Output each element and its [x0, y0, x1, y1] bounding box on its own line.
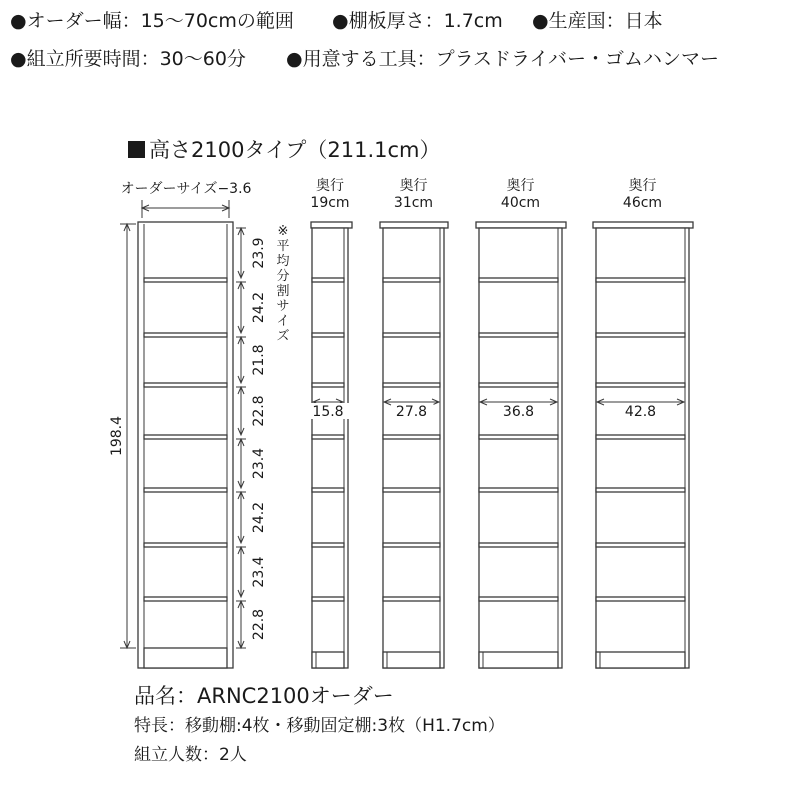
- side-body: [383, 228, 444, 668]
- side-shelf-board: [312, 488, 344, 492]
- side-shelf-board: [596, 543, 685, 547]
- side-base: [312, 652, 344, 668]
- front-width-label: オーダーサイズ−3.6: [120, 181, 252, 197]
- spec-order-width: ●オーダー幅：15〜70cmの範囲: [10, 10, 294, 32]
- front-shelf-board: [144, 543, 227, 547]
- front-view: [109, 181, 290, 668]
- side-shelf-board: [596, 435, 685, 439]
- side-views: [308, 177, 693, 668]
- side-shelf-board: [596, 488, 685, 492]
- side-top-cap: [476, 222, 566, 228]
- note-char: サ: [276, 299, 290, 314]
- side-shelf-board: [383, 597, 440, 601]
- gap-label: 24.2: [251, 291, 267, 324]
- depth-label: 奥行: [399, 178, 428, 194]
- side-shelf-board: [312, 435, 344, 439]
- front-width-arrow: [142, 205, 229, 211]
- side-view-1: [308, 177, 352, 668]
- side-shelf-board: [596, 383, 685, 387]
- side-depth-label: 42.8: [624, 404, 657, 420]
- side-depth-label: 15.8: [312, 404, 344, 420]
- gap-arrow: [238, 282, 244, 333]
- side-view-2: [380, 177, 448, 668]
- gap-arrow: [238, 439, 244, 488]
- gap-arrow: [238, 228, 244, 278]
- side-top-cap: [311, 222, 352, 228]
- front-base-kick: [144, 648, 227, 668]
- depth-label: 奥行: [628, 178, 657, 194]
- note-char: ※: [277, 224, 289, 239]
- gap-label: 22.8: [251, 608, 267, 641]
- gap-label: 23.9: [251, 237, 267, 269]
- side-base: [383, 652, 440, 668]
- side-shelf-board: [383, 488, 440, 492]
- product-name: 品名：ARNC2100オーダー: [134, 684, 394, 708]
- side-shelf-board: [312, 278, 344, 282]
- depth-label: 奥行: [316, 178, 344, 194]
- side-shelf-board: [383, 435, 440, 439]
- side-top-cap: [380, 222, 448, 228]
- note-char: 分: [276, 269, 290, 284]
- side-body: [312, 228, 348, 668]
- side-shelf-board: [383, 278, 440, 282]
- gap-label: 23.4: [251, 447, 267, 480]
- gap-arrow: [238, 387, 244, 435]
- gap-label: 21.8: [251, 344, 267, 376]
- side-shelf-board: [312, 543, 344, 547]
- depth-value: 46cm: [622, 195, 663, 211]
- gap-arrow: [238, 337, 244, 383]
- spec-assembly-time: ●組立所要時間：30〜60分: [10, 48, 246, 70]
- side-shelf-board: [383, 543, 440, 547]
- gap-arrow: [238, 547, 244, 597]
- front-shelf-board: [144, 435, 227, 439]
- side-shelf-board: [312, 597, 344, 601]
- side-base: [479, 652, 558, 668]
- side-shelf-board: [479, 278, 558, 282]
- side-base: [596, 652, 685, 668]
- gap-label: 22.8: [251, 395, 267, 427]
- side-shelf-board: [596, 278, 685, 282]
- depth-label: 奥行: [506, 178, 535, 194]
- front-shelf-board: [144, 488, 227, 492]
- side-view-4: [593, 177, 693, 668]
- front-shelf-board: [144, 333, 227, 337]
- gap-arrow: [238, 492, 244, 543]
- side-shelf-board: [479, 488, 558, 492]
- side-shelf-board: [479, 435, 558, 439]
- side-shelf-board: [479, 333, 558, 337]
- gap-label: 23.4: [251, 556, 267, 588]
- note-char: イ: [276, 314, 290, 329]
- side-shelf-board: [312, 333, 344, 337]
- side-depth-label: 27.8: [395, 404, 428, 420]
- side-shelf-board: [383, 383, 440, 387]
- spec-tools: ●用意する工具：プラスドライバー・ゴムハンマー: [286, 48, 720, 70]
- front-height-label: 198.4: [109, 415, 125, 457]
- side-body: [596, 228, 689, 668]
- side-shelf-board: [596, 597, 685, 601]
- side-body: [479, 228, 562, 668]
- note-char: 割: [276, 284, 290, 299]
- depth-value: 19cm: [310, 195, 350, 211]
- side-shelf-board: [596, 333, 685, 337]
- side-shelf-board: [479, 543, 558, 547]
- side-depth-label: 36.8: [502, 404, 535, 420]
- note-char: ズ: [276, 329, 290, 344]
- gap-arrow: [238, 601, 244, 648]
- spec-origin: ●生産国：日本: [532, 10, 663, 32]
- note-char: 均: [276, 254, 290, 269]
- front-shelf-board: [144, 278, 227, 282]
- front-shelf-board: [144, 383, 227, 387]
- note-char: 平: [276, 239, 290, 254]
- depth-value: 31cm: [393, 195, 434, 211]
- side-view-3: [476, 177, 566, 668]
- assembly-people: 組立人数：2人: [134, 745, 247, 765]
- section-title-text: 高さ2100タイプ（211.1cm）: [149, 138, 441, 162]
- depth-value: 40cm: [500, 195, 541, 211]
- side-shelf-board: [312, 383, 344, 387]
- side-top-cap: [593, 222, 693, 228]
- side-shelf-board: [383, 333, 440, 337]
- side-shelf-board: [479, 383, 558, 387]
- side-shelf-board: [479, 597, 558, 601]
- gap-label: 24.2: [251, 501, 267, 534]
- spec-shelf-thickness: ●棚板厚さ：1.7cm: [332, 10, 503, 32]
- front-shelf-board: [144, 597, 227, 601]
- product-features: 特長：移動棚:4枚・移動固定棚:3枚（H1.7cm）: [134, 716, 505, 736]
